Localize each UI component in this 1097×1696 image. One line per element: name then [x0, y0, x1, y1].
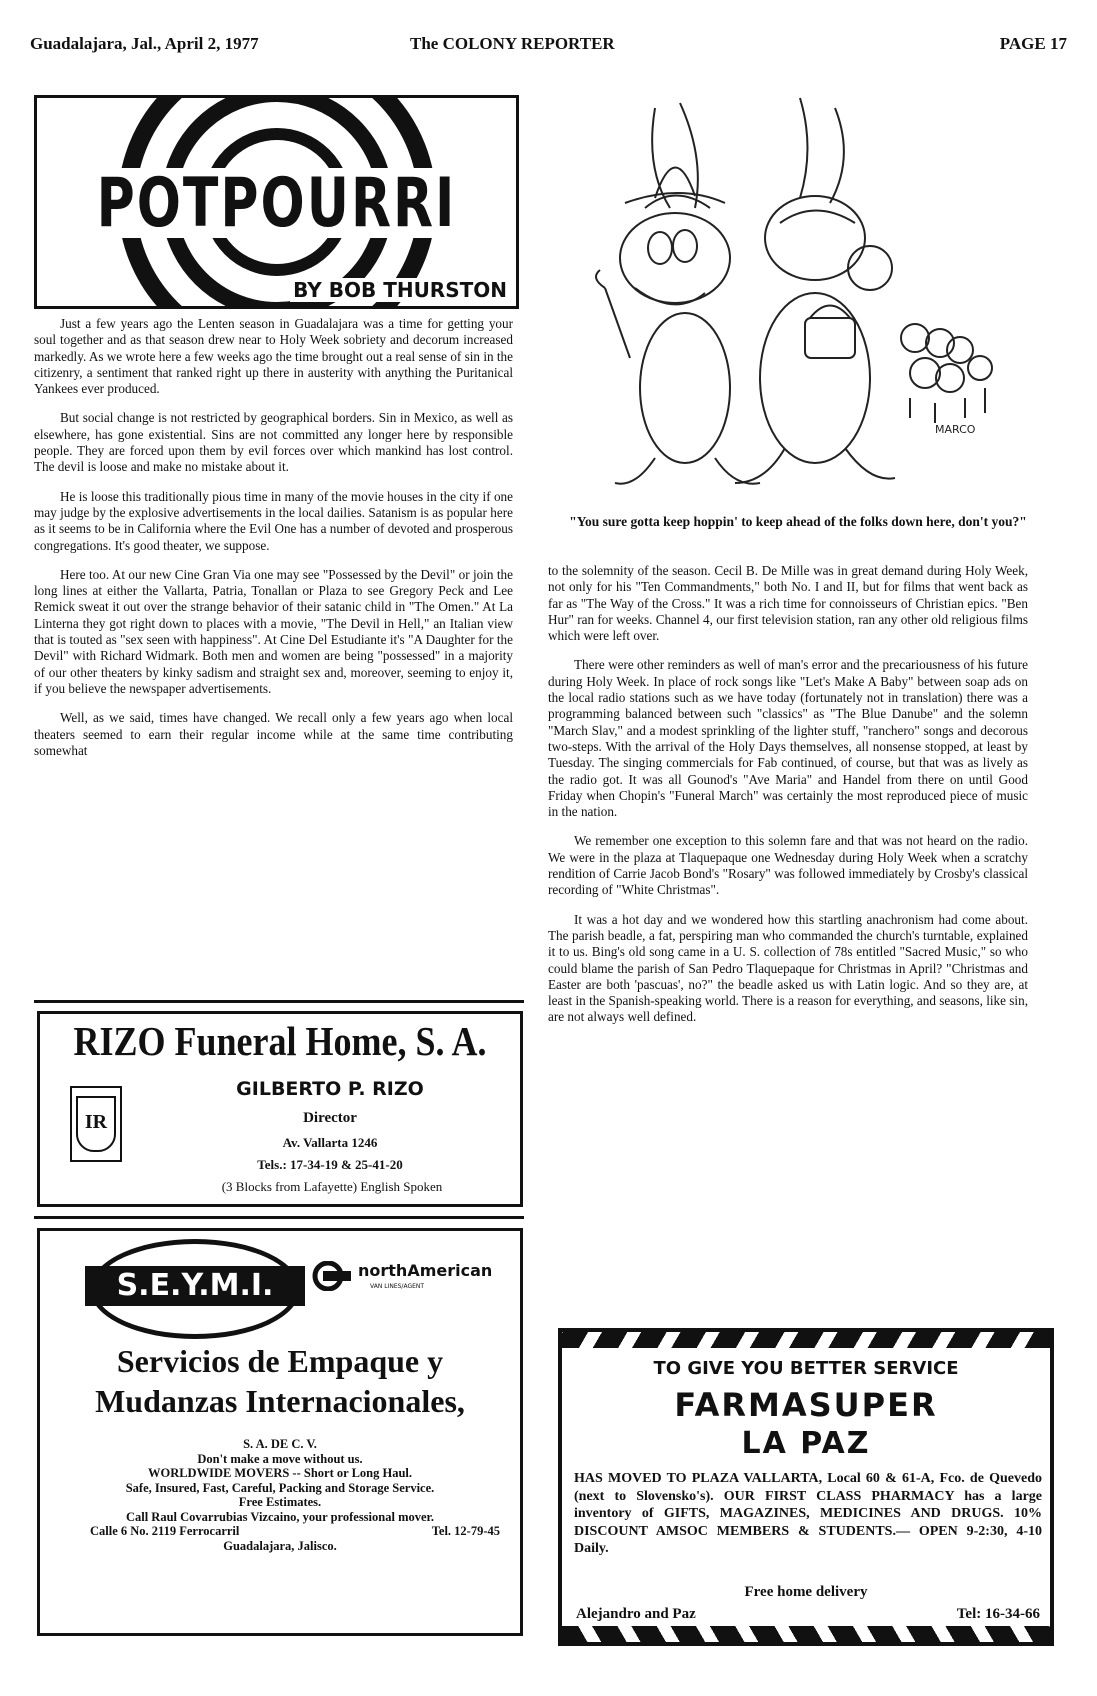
- partner-name: northAmerican: [358, 1261, 493, 1280]
- ad-role: Director: [303, 1110, 357, 1126]
- column-title: POTPOURRI: [96, 165, 457, 243]
- paragraph: Just a few years ago the Lenten season in Guadalajara was a time for getting your soul together and as that season drew near to Holy Week sobriety and decorum increased markedly. As we wrote here a few weeks ago the time brought out a real sense of sin in the citizenry, a sentiment that ranked right up there in austerity with anything the Puritanical Yankees ever produced.: [34, 316, 513, 397]
- hatched-border: [562, 1332, 1050, 1348]
- ad-name-2: LA PAZ: [741, 1426, 871, 1461]
- paragraph: Well, as we said, times have changed. We recall only a few years ago when local theaters seemed to earn their regular income while at the same time contributing somewhat: [34, 710, 513, 758]
- paragraph: It was a hot day and we wondered how this startling anachronism had come about. The parish beadle, a fat, perspiring man who commanded the church's turntable, explained it to us. Bing's old song came in a U. S. collection of 78s entitled "Sacred Music," so who could blame the parish of San Pedro Tlaquepaque for Christmas in April? "Christmas and Easter are both 'pascuas', no?" the beadle asked us with Latin logic. And so they are, at least in the Spanish-speaking world. There is a reason for everything, and seasons, like sin, are not always well defined.: [548, 911, 1028, 1025]
- cartoon-caption: "You sure gotta keep hoppin' to keep ahead of the folks down here, don't you?": [569, 514, 1027, 529]
- article-right: [548, 563, 1028, 1026]
- ad-phone: Tel: 16-34-66: [956, 1606, 1040, 1622]
- ad-delivery: Free home delivery: [744, 1584, 868, 1600]
- article-left: [34, 316, 513, 759]
- ad-title-line2: Mudanzas Internacionales,: [95, 1383, 465, 1419]
- ad-name: FARMASUPER: [674, 1386, 938, 1424]
- ad-phone: Tel. 12-79-45: [431, 1524, 500, 1538]
- ad-note: (3 Blocks from Lafayette) English Spoken: [221, 1179, 443, 1194]
- paragraph: Here too. At our new Cine Gran Via one may see "Possessed by the Devil" or join the long lines at either the Vallarta, Patria, Tonallan or Plaza to see Gregory Peck and Lee Remick sweat it out over the strange behavior of their satanic child in "The Omen." At La Linterna they got right down to places with a movie, "The Devil in Hell," an Italian view that is touted as "sex seen with happiness". At Cine Del Estudiante it's "A Daughter for the Devil" with Richard Widmark. Both men and women are being "possessed" in a majority of our other theaters by kinky sadism and straight sex and, moreover, seeming to enjoy it, if you believe the newspaper advertisements.: [34, 566, 513, 696]
- divider: [34, 1000, 524, 1003]
- ad-line: Safe, Insured, Fast, Careful, Packing and Storage Service.: [125, 1480, 435, 1495]
- seymi-logo-text: S.E.Y.M.I.: [85, 1266, 305, 1306]
- divider: [34, 1216, 524, 1219]
- ad-farmasuper: [558, 1328, 1054, 1646]
- masthead: The COLONY REPORTER: [410, 34, 615, 53]
- ad-body: HAS MOVED TO PLAZA VALLARTA, Local 60 & 61-A, Fco. de Quevedo (next to Slovensko's). OUR FIRST CLASS PHARMACY has a large inventory of GIFTS, MAGAZINES, MEDICINES AND DRUGS. 10% DISCOUNT AMSOC MEMBERS & STUDENTS.— OPEN 9-2:30, 4-10 Daily.: [574, 1471, 1042, 1556]
- page-header: [30, 34, 1067, 58]
- ad-line: WORLDWIDE MOVERS -- Short or Long Haul.: [147, 1466, 413, 1480]
- ad-rizo: [37, 1011, 523, 1207]
- paragraph: But social change is not restricted by geographical borders. Sin in Mexico, as well as elsewhere, has gone existential. Sins are not committed any longer here by responsible people. They are forced upon them by evil forces over which mankind has lost control. The devil is loose and make no mistake about it.: [34, 410, 513, 475]
- ad-title-line1: Servicios de Empaque y: [116, 1343, 444, 1379]
- paragraph: to the solemnity of the season. Cecil B. De Mille was in great demand during Holy Week, not only for his "Ten Commandments," both No. I and II, but for films that went back as far as "The Way of the Cross." It was a rich time for connoisseurs of Christian epics. "Ben Hur" ran for weeks. Channel 4, our first television station, ran any other old religious films which were left over.: [548, 563, 1028, 644]
- ad-person: GILBERTO P. RIZO: [236, 1078, 424, 1100]
- column-byline: BY BOB THURSTON: [290, 278, 510, 302]
- column-banner: [34, 95, 519, 309]
- ad-seymi: [37, 1228, 523, 1636]
- ad-line: Guadalajara, Jalisco.: [223, 1538, 337, 1553]
- dateline: Guadalajara, Jal., April 2, 1977: [30, 34, 259, 53]
- hatched-border: [562, 1626, 1050, 1642]
- shield-logo-text: IR: [76, 1096, 116, 1152]
- page-number: PAGE 17: [999, 34, 1067, 53]
- easter-bunnies-drawing: [585, 88, 1015, 498]
- paragraph: There were other reminders as well of man's error and the precariousness of his future during Holy Week. In place of rock songs like "Let's Make A Baby" between soap ads on the local radio stations such as we have today (fortunately not in translation) there was a programming balanced between such "classics" as "The Blue Danube" and the solemn "March Slav," and a modest sprinkling of the lighter stuff, "ranchero" songs and decorous two-steps. With the arrival of the Holy Days themselves, all nonsense stopped, at least by Tuesday. The singing commercials for Fab continued, of course, but that was as lively as the radio got. It was all Gounod's "Ave Maria" and Handel from there on until Good Friday when Chopin's "Funeral March" was certainly the most reproduced piece of music in the nation.: [548, 657, 1028, 820]
- ad-body: [40, 1437, 520, 1553]
- cartoon-illustration: [585, 88, 1015, 498]
- ad-address: Alejandro and Paz: [576, 1606, 696, 1622]
- ad-headline: TO GIVE YOU BETTER SERVICE: [653, 1358, 959, 1379]
- ad-phones: Tels.: 17-34-19 & 25-41-20: [257, 1157, 403, 1172]
- ad-line: S. A. DE C. V.: [243, 1437, 317, 1451]
- cartoon-signature: MARCO: [935, 423, 976, 436]
- northamerican-logo-icon: [305, 1261, 351, 1291]
- ad-line: [40, 1524, 520, 1539]
- rizo-logo: [70, 1086, 122, 1162]
- ad-address: Calle 6 No. 2119 Ferrocarril: [90, 1524, 240, 1538]
- ad-title: RIZO Funeral Home, S. A.: [73, 1018, 487, 1064]
- paragraph: We remember one exception to this solemn fare and that was not heard on the radio. We were in the plaza at Tlaquepaque one Wednesday during Holy Week when a scratchy rendition of Carrie Jacob Bond's "Rosary" was followed immediately by Crosby's classical recording of "White Christmas".: [548, 833, 1028, 898]
- ad-line: Free Estimates.: [238, 1495, 322, 1509]
- ad-line: Don't make a move without us.: [197, 1451, 363, 1466]
- ad-line: Call Raul Covarrubias Vizcaino, your professional mover.: [125, 1509, 435, 1524]
- partner-sub: VAN LINES/AGENT: [370, 1283, 425, 1290]
- paragraph: He is loose this traditionally pious time in many of the movie houses in the city if one may judge by the explosive advertisements in the local dailies. Satanism is as popular here as it seems to be in California where the Evil One has a number of devoted and prosperous congregations. It's good theater, we suppose.: [34, 488, 513, 553]
- ad-address: Av. Vallarta 1246: [282, 1135, 378, 1150]
- seymi-globe-logo: [90, 1239, 300, 1339]
